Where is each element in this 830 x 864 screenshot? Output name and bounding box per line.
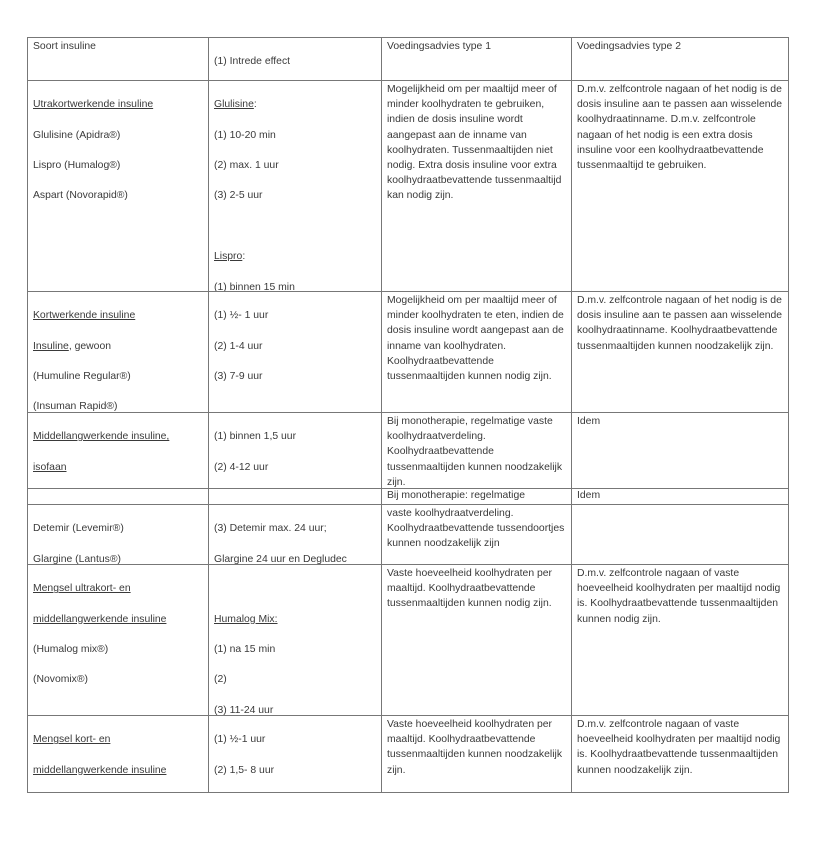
werking-line: (1) binnen 15 min [214, 281, 295, 291]
type1-cell: Mogelijkheid om per maaltijd meer of minder koolhydraten te eten, indien de dosis insuline wordt aangepast aan de inname van koolhydraten. Koolhydraatbevattende tussenmaaltijden kunnen nodig zijn. [382, 292, 572, 412]
type2-cell: Idem [577, 416, 601, 427]
werking-line: (2) [214, 674, 227, 686]
group-name: Glulisine [214, 99, 254, 111]
werking-line: (2) 1-4 uur [214, 340, 263, 352]
werking-cell [209, 505, 382, 564]
table-row [27, 413, 789, 489]
werking-line: (1) ½-1 uur [214, 734, 266, 746]
werking-cell [209, 489, 382, 504]
werking-group-title [214, 97, 377, 112]
type1-cell: Bij monotherapie: regelmatige [382, 489, 572, 504]
soort-title: Utrakortwerkende insuline [33, 99, 154, 111]
werking-line: Glargine 24 uur en Degludec [214, 553, 347, 564]
werking-line: (1) na 15 min [214, 644, 276, 655]
type1-cell: vaste koolhydraatverdeling. Koolhydraatbevattende tussendoortjes kunnen noodzakelijk zijn [382, 505, 572, 564]
spacer [214, 219, 377, 234]
table-row [27, 489, 789, 505]
werking-group-title [214, 249, 377, 264]
soort-title: Kortwerkende insuline [33, 310, 136, 322]
soort-cell [28, 413, 209, 488]
type2-cell: D.m.v. zelfcontrole nagaan of vaste hoeveelheid koolhydraten per maaltijd nodig is. Koolhydraatbevattende tussenmaaltijden kunnen nodig zijn. [577, 568, 781, 625]
type2-cell: D.m.v. zelfcontrole nagaan of het nodig is de dosis insuline aan te passen aan wisselende koolhydraatinname. D.m.v. zelfcontrole nagaan of het nodig is een extra dosis insuline voor een koolhydraatbevattende tussenmaaltijd te gebruiken. [577, 84, 783, 172]
werking-line: (3) Detemir max. 24 uur; [214, 523, 327, 535]
soort-title [33, 503, 204, 504]
group-name: Lispro [214, 251, 243, 263]
soort-title: Mengsel ultrakort- en [33, 583, 131, 595]
werking-line: (3) 2-5 uur [214, 190, 263, 202]
insulin-table [27, 37, 789, 793]
soort-item: Glargine (Lantus®) [33, 553, 121, 564]
header-soort: Soort insuline [28, 38, 209, 80]
type2-cell: Idem [577, 490, 601, 501]
soort-item: (Humalog mix®) [33, 644, 109, 656]
soort-cell [28, 489, 209, 504]
header-type1: Voedingsadvies type 1 [382, 38, 572, 80]
type1-cell: Vaste hoeveelheid koolhydraten per maaltijd. Koolhydraatbevattende tussenmaaltijden kunnen noodzakelijk zijn. [382, 716, 572, 792]
table-row [27, 505, 789, 565]
werking-group-title: Humalog Mix: [214, 613, 278, 625]
spacer [214, 581, 377, 596]
soort-cell [28, 505, 209, 564]
soort-cell [28, 292, 209, 412]
werking-line: (3) 7-9 uur [214, 371, 263, 383]
type2-cell: D.m.v. zelfcontrole nagaan of vaste hoeveelheid koolhydraten per maaltijd nodig is. Koolhydraatbevattende tussenmaaltijden kunnen noodzakelijk zijn. [577, 719, 781, 776]
soort-item: (Insuman Rapid®) [33, 401, 118, 412]
werking-line: (2) 4-12 uur [214, 461, 269, 473]
werking-cell [209, 716, 382, 792]
werking-cell [209, 81, 382, 291]
soort-cell [28, 81, 209, 291]
group-suffix: : [242, 251, 246, 263]
werking-line: (1) binnen 1,5 uur [214, 431, 297, 443]
type2-cell: D.m.v. zelfcontrole nagaan of het nodig is de dosis insuline aan te passen aan wisselende koolhydraatinname. Koolhydraatbevattende tussenmaaltijden kunnen noodzakelijk zijn. [577, 295, 783, 352]
werking-line: (1) ½- 1 uur [214, 310, 269, 322]
soort-item: (Humuline Regular®) [33, 371, 131, 383]
werking-cell [209, 413, 382, 488]
werking-line: (2) 1,5- 8 uur [214, 764, 275, 776]
soort-cell [28, 565, 209, 715]
type1-cell: Bij monotherapie, regelmatige vaste koolhydraatverdeling. Koolhydraatbevattende tussenmaaltijden kunnen noodzakelijk zijn. [382, 413, 572, 488]
type1-cell: Vaste hoeveelheid koolhydraten per maaltijd. Koolhydraatbevattende tussenmaaltijden kunnen nodig zijn. [382, 565, 572, 715]
header-type2: Voedingsadvies type 2 [577, 41, 681, 52]
soort-cell [28, 716, 209, 792]
type2-cell [572, 505, 788, 564]
werking-line: (3) 11-24 uur [214, 704, 274, 715]
soort-item: Glulisine (Apidra®) [33, 129, 121, 141]
table-header-row [27, 37, 789, 81]
werking-line: (2) max. 1 uur [214, 160, 279, 172]
header-werking-line: (1) Intrede effect [214, 56, 291, 68]
soort-title: Mengsel kort- en [33, 734, 111, 746]
header-werking [209, 38, 382, 80]
soort-title: middellangwerkende insuline [33, 764, 167, 776]
soort-item: Detemir (Levemir®) [33, 523, 124, 535]
table-row [27, 565, 789, 716]
soort-subtitle [33, 339, 204, 354]
table-row [27, 716, 789, 793]
soort-item: (Novomix®) [33, 674, 88, 686]
group-suffix: : [253, 99, 257, 111]
type1-cell: Mogelijkheid om per maaltijd meer of minder koolhydraten te gebruiken, indien de dosis insuline wordt aangepast aan de inname van koolhydraten. Tussenmaaltijden niet nodig. Extra dosis insuline voor extra koolhydraatbevattende tussenmaaltijd kan nodig zijn. [382, 81, 572, 291]
table-row [27, 292, 789, 413]
table-row [27, 81, 789, 292]
soort-title: isofaan [33, 461, 67, 473]
soort-item: Lispro (Humalog®) [33, 160, 121, 172]
soort-sub-underlined: Insuline [33, 340, 69, 352]
werking-cell [209, 565, 382, 715]
werking-line: (1) 10-20 min [214, 129, 276, 141]
werking-cell [209, 292, 382, 412]
soort-title: middellangwerkende insuline [33, 613, 167, 625]
soort-title: Middellangwerkende insuline, [33, 431, 170, 443]
soort-sub-rest: , gewoon [68, 340, 111, 352]
soort-item: Aspart (Novorapid®) [33, 190, 128, 202]
